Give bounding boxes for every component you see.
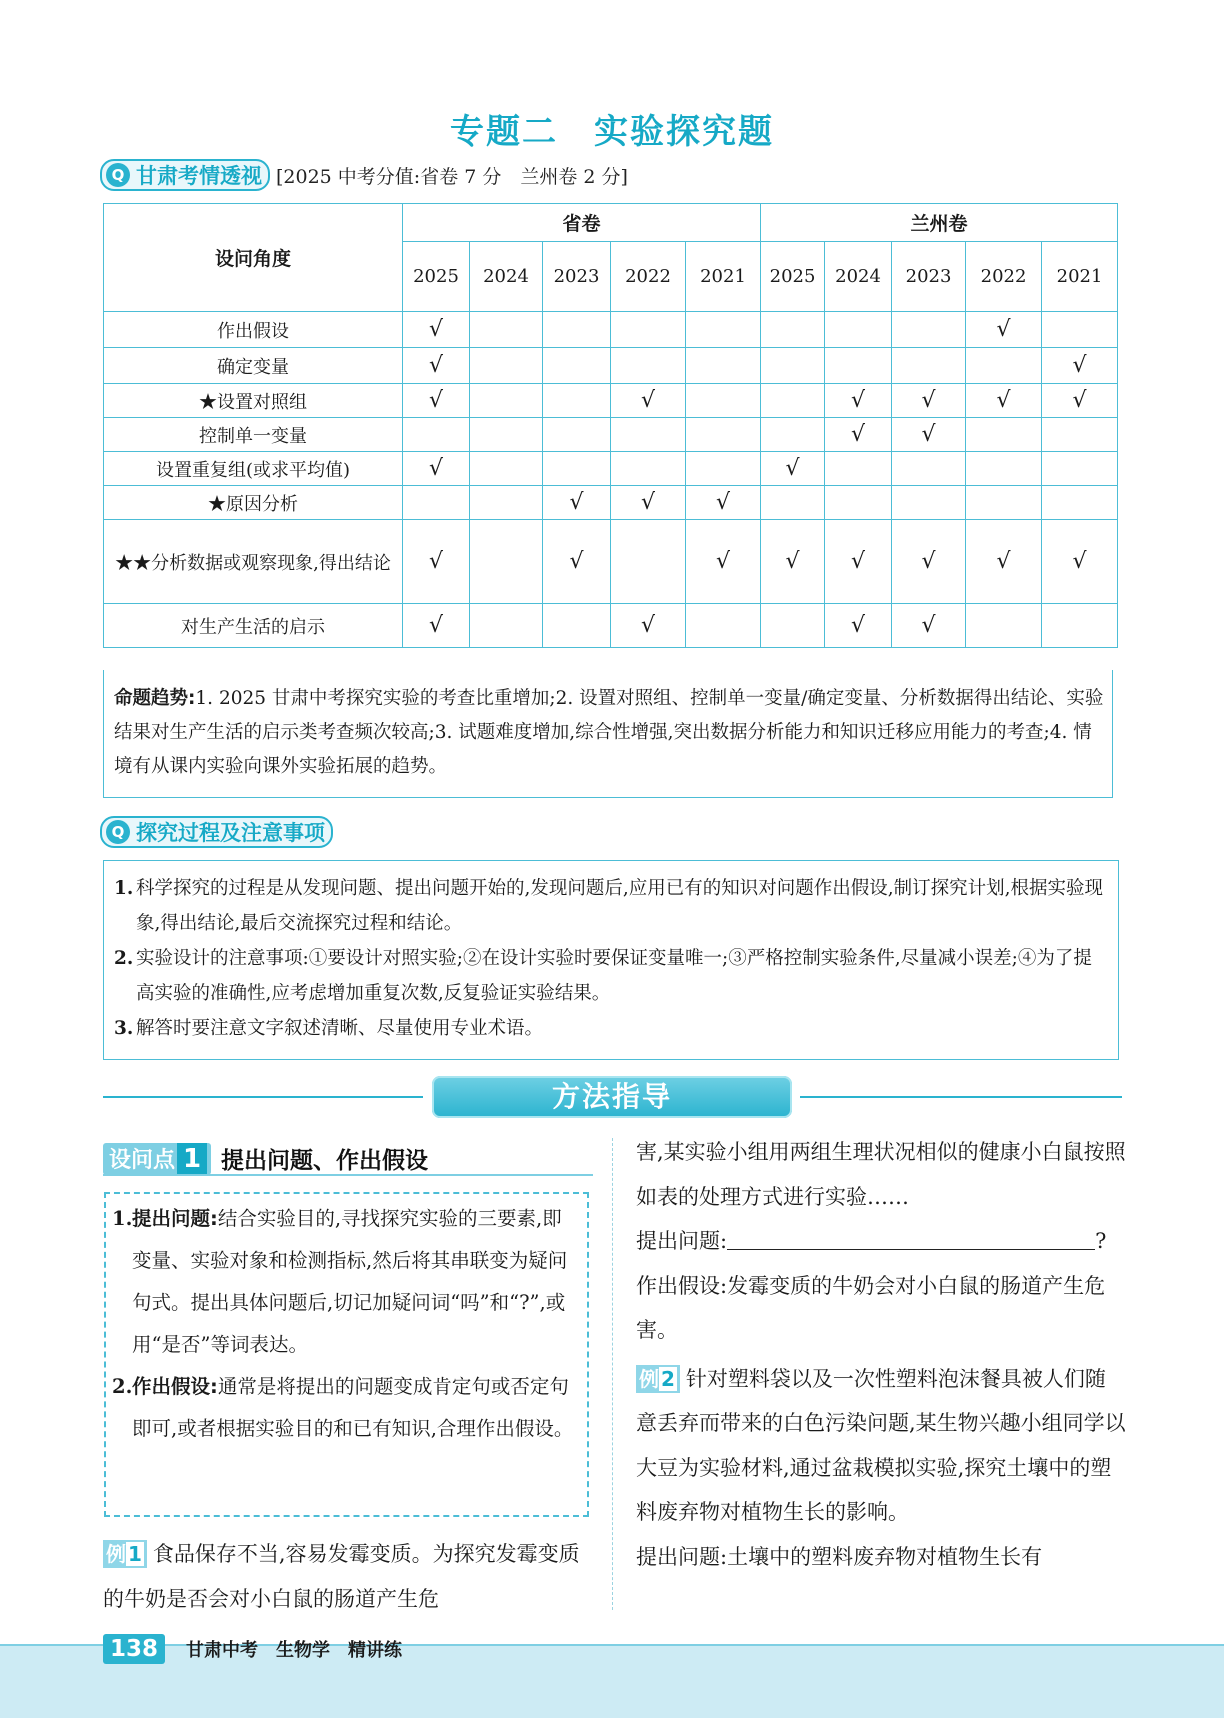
exam-stats-table [103, 203, 1118, 648]
table-cell [470, 486, 543, 520]
tips-box [104, 1192, 589, 1517]
table-cell [1042, 604, 1118, 648]
table-cell: √ [892, 418, 966, 452]
table-cell [470, 520, 543, 604]
table-cell [825, 452, 892, 486]
table-cell: √ [611, 604, 686, 648]
tip-key: 提出问题: [132, 1207, 218, 1230]
tip-key: 作出假设: [132, 1375, 218, 1398]
table-cell [1042, 452, 1118, 486]
trend-paragraph [114, 682, 1104, 784]
point-tag-label: 设问点 [109, 1148, 176, 1173]
table-cell [825, 348, 892, 384]
table-cell [686, 452, 761, 486]
table-cell: √ [543, 520, 611, 604]
trend-lead: 命题趋势: [114, 688, 196, 709]
row-label: ★原因分析 [104, 486, 403, 520]
search-icon: Q [106, 820, 130, 844]
score-note: [2025 中考分值:省卷 7 分 兰州卷 2 分] [276, 165, 628, 188]
section-process-header [100, 817, 333, 847]
item-text: 实验设计的注意事项:①要设计对照实验;②在设计实验时要保证变量唯一;③严格控制实验条件,尽量减小误差;④为了提高实验的准确性,应考虑增加重复次数,反复验证实验结果。 [136, 948, 1092, 1004]
table-corner-header: 设问角度 [104, 204, 403, 312]
table-cell [825, 486, 892, 520]
answer-blank[interactable] [727, 1225, 1095, 1250]
item-number: 2. [112, 1375, 133, 1398]
section-heading: 甘肃考情透视 [136, 164, 262, 188]
table-cell: √ [825, 418, 892, 452]
year-header: 2022 [966, 242, 1042, 312]
table-cell [543, 604, 611, 648]
table-cell: √ [686, 520, 761, 604]
item-number: 2. [114, 948, 134, 969]
table-row [104, 418, 1118, 452]
column-divider [612, 1138, 613, 1610]
table-cell: √ [1042, 384, 1118, 418]
page-number: 138 [103, 1634, 165, 1664]
item-number: 1. [114, 878, 134, 899]
table-cell [761, 312, 825, 348]
example-text: 食品保存不当,容易发霉变质。为探究发霉变质的牛奶是否会对小白鼠的肠道产生危 [103, 1542, 580, 1611]
table-cell [892, 312, 966, 348]
table-cell [761, 384, 825, 418]
table-cell: √ [403, 452, 470, 486]
question-point-header [103, 1142, 428, 1175]
example-text: 针对塑料袋以及一次性塑料泡沫餐具被人们随意丢弃而带来的白色污染问题,某生物兴趣小组同学以大豆为实验材料,通过盆栽模拟实验,探究土壤中的塑料废弃物对植物生长的影响。 [636, 1366, 1126, 1524]
table-cell [543, 348, 611, 384]
table-cell [761, 486, 825, 520]
table-cell [892, 452, 966, 486]
table-row [104, 486, 1118, 520]
table-cell [543, 418, 611, 452]
method-guide-banner: 方法指导 [432, 1076, 792, 1118]
year-header: 2025 [403, 242, 470, 312]
table-row [104, 312, 1118, 348]
row-label: 确定变量 [104, 348, 403, 384]
tip-text: 结合实验目的,寻找探究实验的三要素,即变量、实验对象和检测指标,然后将其串联变为疑问句式。提出具体问题后,切记加疑问词“吗”和“?”,或用“是否”等词表达。 [132, 1207, 568, 1356]
table-cell [611, 418, 686, 452]
table-cell: √ [611, 384, 686, 418]
year-header: 2021 [686, 242, 761, 312]
table-cell [966, 486, 1042, 520]
table-cell [966, 418, 1042, 452]
row-label: 设置重复组(或求平均值) [104, 452, 403, 486]
table-cell [686, 312, 761, 348]
example-number: 1 [128, 1542, 142, 1566]
item-text: 科学探究的过程是从发现问题、提出问题开始的,发现问题后,应用已有的知识对问题作出假设,制订探究计划,根据实验现象,得出结论,最后交流探究过程和结论。 [136, 878, 1104, 934]
footer-book-title: 甘肃中考 生物学 精讲练 [186, 1640, 402, 1661]
table-cell: √ [825, 604, 892, 648]
table-cell [686, 384, 761, 418]
example-2-question: 提出问题:土壤中的塑料废弃物对植物生长有 [636, 1544, 1043, 1569]
table-cell: √ [892, 520, 966, 604]
list-item [114, 1011, 1108, 1046]
table-row [104, 604, 1118, 648]
row-label: ★★分析数据或观察现象,得出结论 [104, 520, 403, 604]
table-cell [966, 348, 1042, 384]
table-cell [686, 418, 761, 452]
table-cell: √ [686, 486, 761, 520]
table-cell: √ [403, 604, 470, 648]
table-cell [761, 604, 825, 648]
trend-text: 1. 2025 甘肃中考探究实验的考查比重增加;2. 设置对照组、控制单一变量/确定变量、分析数据得出结论、实验结果对生产生活的启示类考查频次较高;3. 试题难度增加,综合性增强,突出数据分析能力和知识迁移应用能力的考查;4. 情境有从课内实验向课外实验拓展的趋势。 [114, 688, 1104, 777]
year-header: 2023 [892, 242, 966, 312]
point-title: 提出问题、作出假设 [221, 1148, 429, 1174]
example-tag [636, 1365, 680, 1393]
example-tag-label: 例 [106, 1542, 126, 1566]
table-cell [611, 520, 686, 604]
table-cell [686, 348, 761, 384]
table-cell [543, 312, 611, 348]
table-cell [403, 486, 470, 520]
section-pill [100, 816, 333, 848]
group-header-lanzhou: 兰州卷 [761, 204, 1118, 242]
table-row [104, 452, 1118, 486]
point-number: 1 [177, 1143, 207, 1175]
page-title: 专题二 实验探究题 [450, 112, 774, 152]
table-cell [470, 452, 543, 486]
footer-band [0, 1644, 1224, 1718]
table-cell [1042, 486, 1118, 520]
year-header: 2024 [825, 242, 892, 312]
row-label: 作出假设 [104, 312, 403, 348]
example-tag-label: 例 [639, 1366, 659, 1391]
banner-rule-right [800, 1096, 1122, 1098]
table-cell: √ [1042, 348, 1118, 384]
table-cell: √ [966, 384, 1042, 418]
table-cell [966, 604, 1042, 648]
row-label: 控制单一变量 [104, 418, 403, 452]
example-1-start [103, 1532, 595, 1622]
table-cell [470, 604, 543, 648]
table-cell [470, 384, 543, 418]
row-label: 对生产生活的启示 [104, 604, 403, 648]
table-cell [470, 418, 543, 452]
item-number: 3. [114, 1018, 134, 1039]
table-cell [686, 604, 761, 648]
list-item [112, 1198, 579, 1366]
example-tag [103, 1540, 147, 1568]
table-cell: √ [761, 520, 825, 604]
point-underline [103, 1174, 593, 1176]
year-header: 2021 [1042, 242, 1118, 312]
table-cell: √ [966, 312, 1042, 348]
table-cell: √ [403, 520, 470, 604]
table-cell [761, 418, 825, 452]
year-header: 2025 [761, 242, 825, 312]
group-header-province: 省卷 [403, 204, 761, 242]
table-cell: √ [825, 520, 892, 604]
table-cell [543, 452, 611, 486]
table-cell [966, 452, 1042, 486]
table-cell [403, 418, 470, 452]
table-cell [470, 312, 543, 348]
year-header: 2022 [611, 242, 686, 312]
table-cell [470, 348, 543, 384]
table-cell: √ [403, 312, 470, 348]
example-number: 2 [661, 1366, 675, 1391]
table-row [104, 520, 1118, 604]
example-1-continued: 害,某实验小组用两组生理状况相似的健康小白鼠按照如表的处理方式进行实验…… [636, 1140, 1126, 1209]
item-number: 1. [112, 1207, 133, 1230]
section-heading: 探究过程及注意事项 [136, 821, 325, 845]
point-tag [103, 1143, 211, 1175]
footer-rule [0, 1644, 1224, 1646]
table-cell: √ [892, 384, 966, 418]
table-cell: √ [825, 384, 892, 418]
year-header: 2024 [470, 242, 543, 312]
table-cell: √ [403, 384, 470, 418]
table-row [104, 384, 1118, 418]
tip-text: 通常是将提出的问题变成肯定句或否定句即可,或者根据实验目的和已有知识,合理作出假设。 [132, 1375, 574, 1440]
table-cell: √ [761, 452, 825, 486]
section-exam-overview-header [100, 160, 628, 190]
example-2 [636, 1357, 1126, 1535]
search-icon: Q [106, 163, 130, 187]
table-cell: √ [1042, 520, 1118, 604]
table-cell [761, 348, 825, 384]
right-column [636, 1130, 1126, 1579]
table-cell: √ [403, 348, 470, 384]
list-item [112, 1366, 579, 1450]
table-cell [1042, 418, 1118, 452]
table-cell: √ [543, 486, 611, 520]
section-pill [100, 159, 270, 191]
table-cell: √ [892, 604, 966, 648]
table-cell [611, 452, 686, 486]
row-label: ★设置对照组 [104, 384, 403, 418]
year-header: 2023 [543, 242, 611, 312]
table-cell [611, 348, 686, 384]
table-cell [825, 312, 892, 348]
table-cell: √ [966, 520, 1042, 604]
table-cell [611, 312, 686, 348]
table-cell [892, 486, 966, 520]
list-item [114, 941, 1108, 1011]
trend-box [103, 670, 1113, 798]
hypothesis-text: 作出假设:发霉变质的牛奶会对小白鼠的肠道产生危害。 [636, 1273, 1106, 1342]
question-end: ? [1095, 1229, 1107, 1253]
process-notes-box [103, 860, 1119, 1060]
table-cell [892, 348, 966, 384]
table-cell [1042, 312, 1118, 348]
table-cell: √ [611, 486, 686, 520]
table-cell [543, 384, 611, 418]
table-row [104, 348, 1118, 384]
banner-rule-left [103, 1096, 423, 1098]
question-label: 提出问题: [636, 1229, 728, 1253]
list-item [114, 871, 1108, 941]
item-text: 解答时要注意文字叙述清晰、尽量使用专业术语。 [136, 1018, 544, 1039]
question-line [636, 1219, 1126, 1264]
table-body [104, 312, 1118, 648]
